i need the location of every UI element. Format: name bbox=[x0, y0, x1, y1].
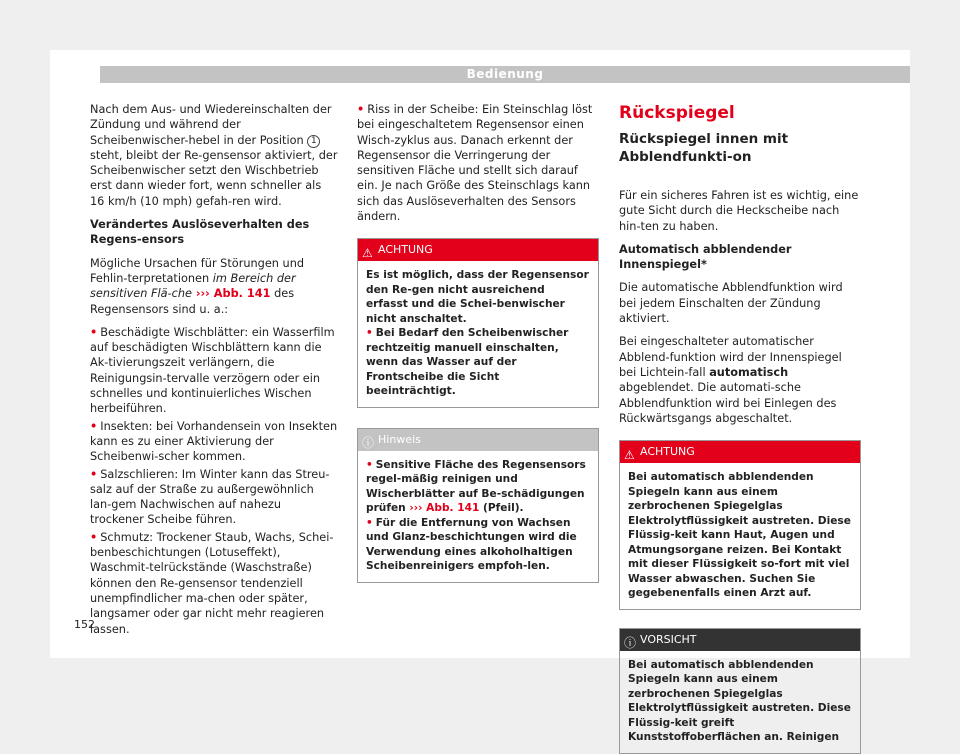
list-item: • Insekten: bei Vorhandensein von Insekten kann es zu einer Aktivierung der Scheibenwi-scher kommen. bbox=[90, 419, 338, 464]
warning-triangle-icon: ⚠ bbox=[362, 246, 373, 261]
caution-header: ⓘ VORSICHT bbox=[620, 629, 860, 651]
column-right bbox=[619, 102, 861, 754]
section-heading: Verändertes Auslöseverhalten des Regens-ensors bbox=[90, 218, 310, 247]
warning-box: ⚠ ACHTUNG Es ist möglich, dass der Regensensor den Re-gen nicht ausreichend erfasst und die Schei-benwischer nicht anschaltet. • Bei Bedarf den Scheibenwischer rechtzeitig manuell einschalten, wenn das Wasser auf der Frontscheibe die Sicht beeinträchtigt. bbox=[357, 238, 599, 408]
warning-box: ⚠ ACHTUNG Bei automatisch abblendenden Spiegeln kann aus einem zerbrochenen Spiegelglas Elektrolytflüssigkeit austreten. Diese Flüssig-keit kann Haut, Augen und Atmungsorgane reizen. Bei Kontakt mit dieser Flüssigkeit so-fort mit viel Wasser abwaschen. Suchen Sie gegebenenfalls einen Arzt auf. bbox=[619, 440, 861, 610]
manual-page bbox=[50, 50, 910, 744]
bullet-icon: • bbox=[366, 458, 373, 471]
list-item: • Beschädigte Wischblätter: ein Wasserfilm auf beschädigten Wischblättern kann die Ak-tivierungszeit verlängern, die Reinigungsin-tervalle verzögern oder ein schnelles und kontinuierliches Wischen herbeiführen. bbox=[90, 325, 335, 416]
bullet-icon: • bbox=[90, 325, 98, 339]
paragraph: Mögliche Ursachen für Störungen und Fehlin-terpretationen im Bereich der sensitiven Flä-che ››› Abb. 141 des Regensensors sind u. a.: bbox=[90, 256, 305, 316]
bullet-icon: • bbox=[366, 516, 373, 529]
bullet-icon: • bbox=[90, 467, 98, 481]
figure-link[interactable]: ››› Abb. 141 bbox=[191, 287, 271, 301]
caution-icon: ⓘ bbox=[624, 635, 637, 650]
section-heading: Automatisch abblendender Innenspiegel* bbox=[619, 242, 792, 272]
section-title: Rückspiegel innen mit Abblendfunkti-on bbox=[619, 131, 789, 165]
paragraph: Nach dem Aus- und Wiedereinschalten der Zündung und während der Scheibenwischer-hebel in der Position 1 steht, bleibt der Re-gensensor aktiviert, der Scheibenwischer setzt den Wischbetrieb erst dann wieder fort, wenn schneller als 16 km/h (10 mph) gefah-ren wird. bbox=[90, 103, 338, 208]
bullet-icon: • bbox=[90, 419, 98, 433]
column-left bbox=[90, 102, 338, 637]
position-number-badge: 1 bbox=[307, 135, 320, 148]
column-middle bbox=[357, 102, 599, 583]
paragraph: Bei eingeschalteter automatischer Abblend-funktion wird der Innenspiegel bei Lichtein-fall automatisch abgeblendet. Die automati-sche Abblendfunktion wird bei Einlegen des Rückwärtsgangs abgeschaltet. bbox=[619, 335, 842, 425]
list-item: • Salzschlieren: Im Winter kann das Streu-salz auf der Straße zu außergewöhnlich lan-gem Nachwischen auf nahezu trockener Scheibe führen. bbox=[90, 467, 330, 527]
bullet-icon: • bbox=[90, 530, 98, 544]
note-box bbox=[357, 428, 599, 583]
list-item: • Sensitive Fläche des Regensensors regel-mäßig reinigen und Wischerblätter auf Be-schädigungen prüfen ››› Abb. 141 (Pfeil). bbox=[366, 458, 586, 515]
chapter-title: Rückspiegel bbox=[619, 103, 735, 123]
list-item: • Schmutz: Trockener Staub, Wachs, Schei-benbeschichtungen (Lotuseffekt), Waschmit-telrückstände (Waschstraße) können den Re-gensensor tendenziell unempfindlicher ma-chen oder später, langsamer oder gar nicht mehr reagieren lassen. bbox=[90, 530, 334, 636]
warning-header: ⚠ ACHTUNG bbox=[620, 441, 860, 463]
info-icon: ⓘ bbox=[362, 435, 375, 450]
caution-box: ⓘ VORSICHT Bei automatisch abblendenden Spiegeln kann aus einem zerbrochenen Spiegelglas Elektrolytflüssigkeit austreten. Diese Flüssig-keit greift Kunststoffoberflächen an. Reinigen bbox=[619, 628, 861, 754]
list-item: • Bei Bedarf den Scheibenwischer rechtzeitig manuell einschalten, wenn das Wasser auf der Frontscheibe die Sicht beeinträchtigt. bbox=[366, 327, 569, 398]
list-item: • Für die Entfernung von Wachsen und Glanz-beschichtungen wird die Verwendung eines alkoholhaltigen Scheibenreinigers empfoh-len. bbox=[366, 516, 577, 573]
note-header: ⓘ Hinweis bbox=[358, 429, 598, 451]
bullet-list bbox=[90, 325, 338, 637]
list-item: • Riss in der Scheibe: Ein Steinschlag löst bei eingeschaltetem Regensensor einen Wisch-zyklus aus. Danach erkennt der Regensensor die Verringerung der sensitiven Fläche und stellt sich darauf ein. Je nach Größe des Steinschlags kann sich das Auslöseverhalten des Sensors ändern. bbox=[357, 103, 593, 224]
page-number: 152 bbox=[74, 618, 95, 631]
warning-header: ⚠ ACHTUNG bbox=[358, 239, 598, 261]
section-header: Bedienung bbox=[100, 66, 910, 83]
bullet-icon: • bbox=[357, 103, 365, 116]
bullet-icon: • bbox=[366, 327, 373, 340]
warning-triangle-icon: ⚠ bbox=[624, 448, 635, 463]
paragraph: Für ein sicheres Fahren ist es wichtig, eine gute Sicht durch die Heckscheibe nach hin-ten zu haben. bbox=[619, 189, 859, 233]
paragraph: Die automatische Abblendfunktion wird bei jedem Einschalten der Zündung aktiviert. bbox=[619, 281, 843, 326]
figure-link[interactable]: ››› Abb. 141 bbox=[409, 502, 480, 515]
